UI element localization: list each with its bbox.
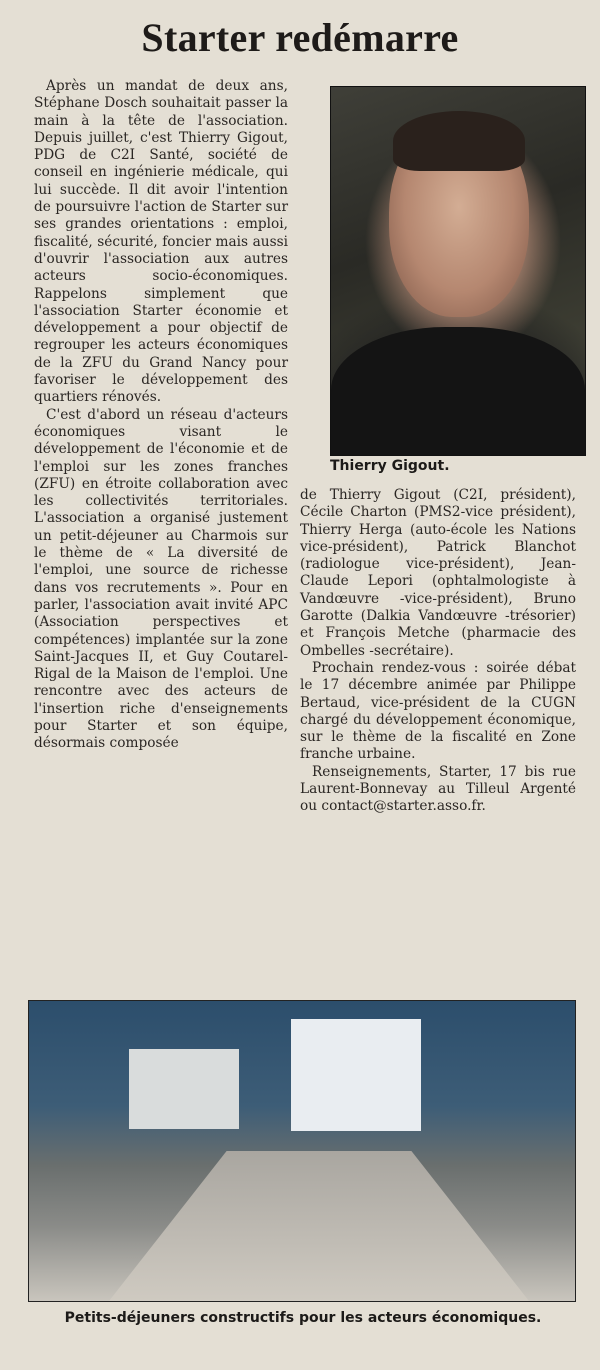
- portrait-caption: Thierry Gigout.: [330, 458, 450, 474]
- paragraph: de Thierry Gigout (C2I, président), Cécile Charton (PMS2-vice président), Thierry Herga (auto-école les Nations vice-président), Patrick Blanchot (radiologue vice-président), Jean-Claude Lepori (ophtalmologiste à Vandœuvre -vice-président), Bruno Garotte (Dalkia Vandœuvre -trésorier) et François Metche (pharmacie des Ombelles -secrétaire).: [300, 487, 576, 659]
- projection-screen: [291, 1019, 421, 1131]
- meeting-photo: [28, 1000, 576, 1302]
- portrait-shirt: [331, 327, 585, 456]
- right-column: [300, 487, 576, 816]
- portrait-hair: [393, 111, 525, 171]
- left-column: [34, 78, 288, 753]
- article-title: Starter redémarre: [141, 15, 459, 60]
- paragraph: Prochain rendez-vous : soirée débat le 17 décembre animée par Philippe Bertaud, vice-président de la CUGN chargé du développement économique, sur le thème de la fiscalité en Zone franche urbaine.: [300, 659, 576, 763]
- conference-table: [109, 1151, 529, 1301]
- meeting-caption: Petits-déjeuners constructifs pour les acteurs économiques.: [64, 1310, 542, 1326]
- paragraph: C'est d'abord un réseau d'acteurs économiques visant le développement de l'économie et de l'emploi sur les zones franches (ZFU) en étroite collaboration avec les collectivités territoriales. L'association a organisé justement un petit-déjeuner au Charmois sur le thème de « La diversité de l'emploi, une source de richesse dans vos recrutements ». Pour en parler, l'association avait invité APC (Association perspectives et compétences) implantée sur la zone Saint-Jacques II, et Guy Coutarel-Rigal de la Maison de l'emploi. Une rencontre avec des acteurs de l'insertion riche d'enseignements pour Starter et son équipe, désormais composée: [34, 406, 288, 752]
- portrait-photo: [330, 86, 586, 456]
- paragraph: Renseignements, Starter, 17 bis rue Laurent-Bonnevay au Tilleul Argenté ou contact@starter.asso.fr.: [300, 763, 576, 815]
- whiteboard: [129, 1049, 239, 1129]
- paragraph: Après un mandat de deux ans, Stéphane Dosch souhaitait passer la main à la tête de l'association. Depuis juillet, c'est Thierry Gigout, PDG de C2I Santé, société de conseil en ingénierie médicale, qui lui succède. Il dit avoir l'intention de poursuivre l'action de Starter sur ses grandes orientations : emploi, fiscalité, sécurité, foncier mais aussi d'ouvrir l'association aux autres acteurs socio-économiques. Rappelons simplement que l'association Starter économie et développement a pour objectif de regrouper les acteurs économiques de la ZFU du Grand Nancy pour favoriser le développement des quartiers rénovés.: [34, 78, 288, 406]
